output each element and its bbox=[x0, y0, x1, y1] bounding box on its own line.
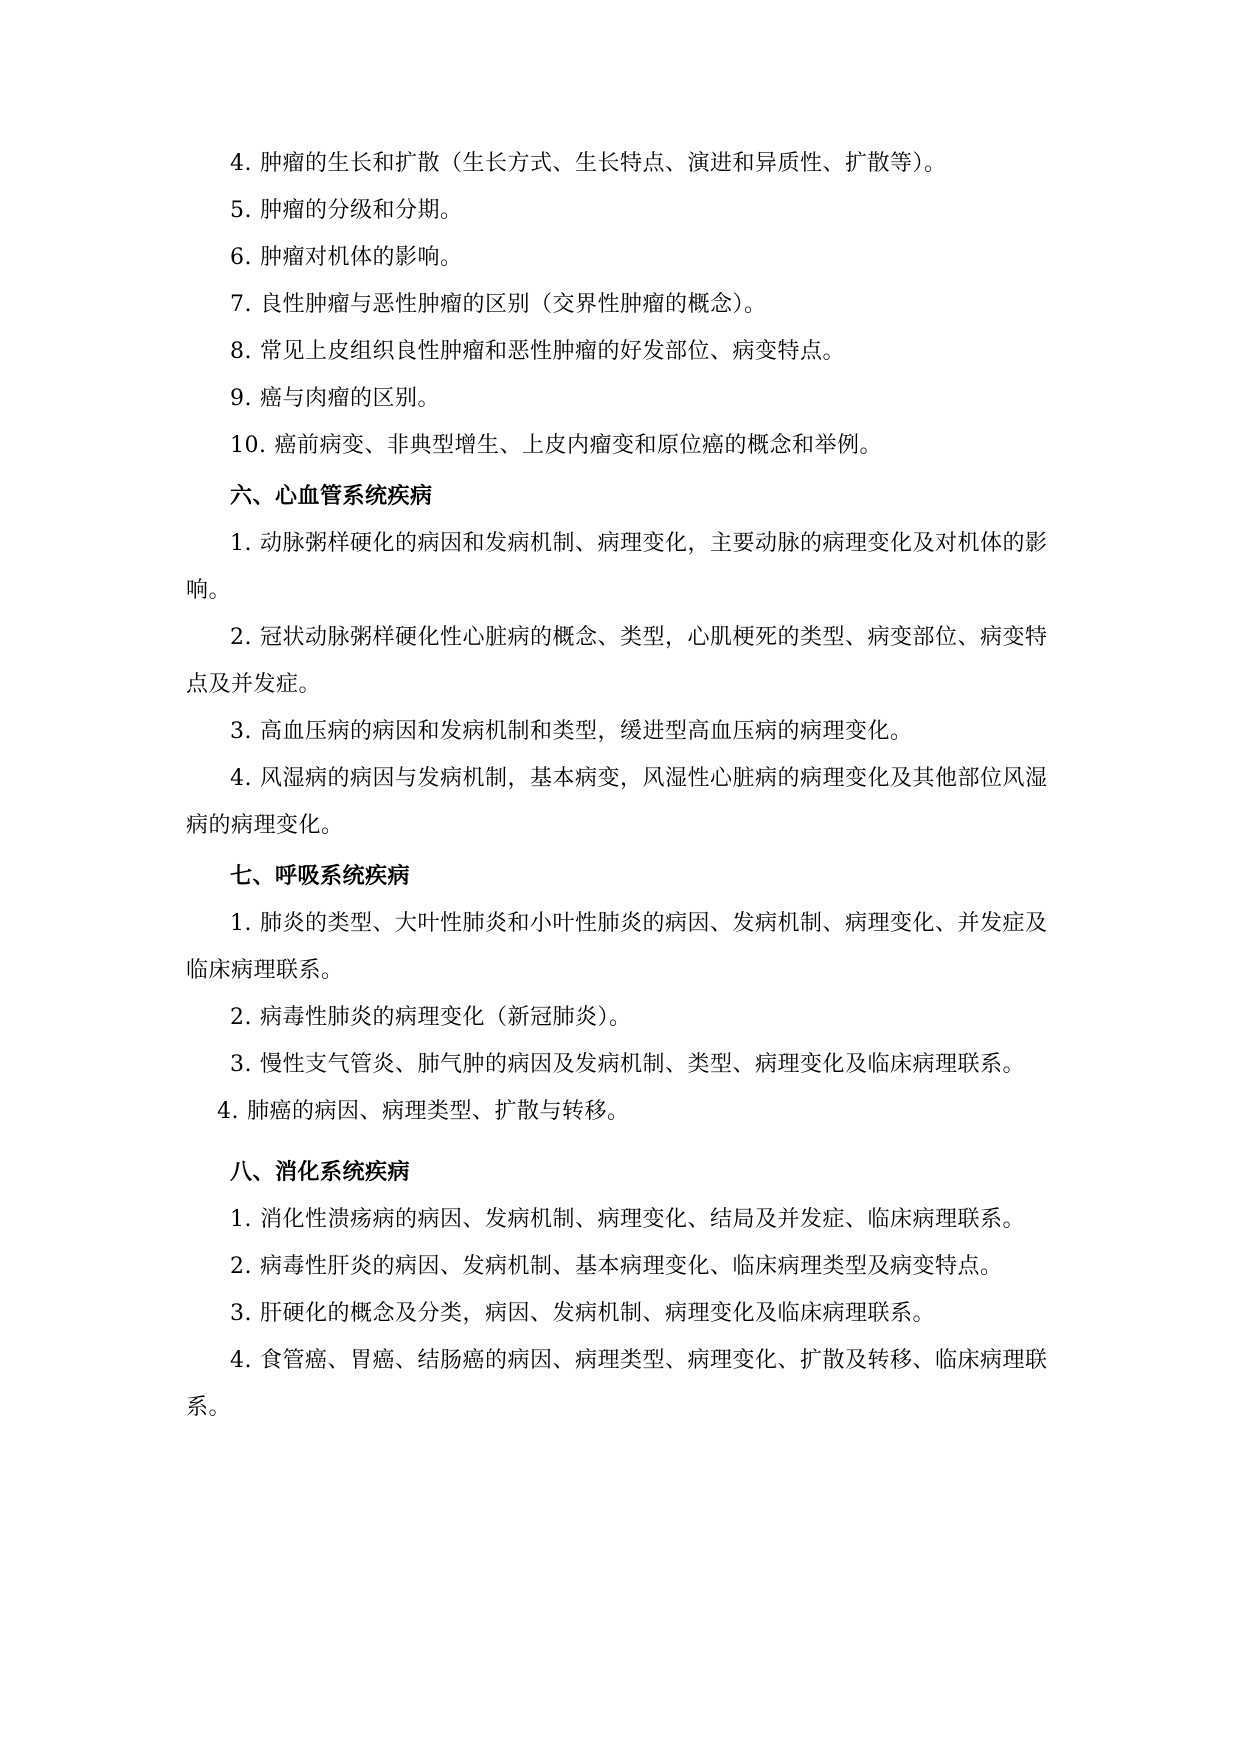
list-item: 7. 良性肿瘤与恶性肿瘤的区别（交界性肿瘤的概念）。 bbox=[230, 292, 767, 317]
list-item: 5. 肿瘤的分级和分期。 bbox=[230, 198, 463, 223]
list-item: 3. 高血压病的病因和发病机制和类型，缓进型高血压病的病理变化。 bbox=[230, 719, 913, 744]
list-item: 1. 消化性溃疡病的病因、发病机制、病理变化、结局及并发症、临床病理联系。 bbox=[230, 1207, 1026, 1232]
list-item: 2. 病毒性肺炎的病理变化（新冠肺炎）。 bbox=[230, 1005, 632, 1030]
list-item: 3. 肝硬化的概念及分类，病因、发病机制、病理变化及临床病理联系。 bbox=[230, 1301, 936, 1326]
list-item: 8. 常见上皮组织良性肿瘤和恶性肿瘤的好发部位、病变特点。 bbox=[230, 339, 846, 364]
list-item: 6. 肿瘤对机体的影响。 bbox=[230, 245, 463, 270]
list-item: 9. 癌与肉瘤的区别。 bbox=[230, 386, 441, 411]
list-item: 4. 肿瘤的生长和扩散（生长方式、生长特点、演进和异质性、扩散等）。 bbox=[230, 151, 947, 176]
list-item: 4. 食管癌、胃癌、结肠癌的病因、病理类型、病理变化、扩散及转移、临床病理联系。 bbox=[186, 1348, 1048, 1420]
section-cardiovascular bbox=[186, 473, 1048, 849]
list-item: 1. 动脉粥样硬化的病因和发病机制、病理变化，主要动脉的病理变化及对机体的影响。 bbox=[186, 531, 1048, 603]
section-respiratory bbox=[186, 853, 1048, 1135]
list-item: 1. 肺炎的类型、大叶性肺炎和小叶性肺炎的病因、发病机制、病理变化、并发症及临床病理联系。 bbox=[186, 911, 1048, 983]
list-item: 3. 慢性支气管炎、肺气肿的病因及发病机制、类型、病理变化及临床病理联系。 bbox=[230, 1052, 1026, 1077]
section-tumors-continued bbox=[186, 140, 1048, 469]
section-heading: 八、消化系统疾病 bbox=[230, 1159, 411, 1185]
section-digestive bbox=[186, 1149, 1048, 1431]
list-item: 4. 风湿病的病因与发病机制，基本病变，风湿性心脏病的病理变化及其他部位风湿病的病理变化。 bbox=[186, 766, 1048, 838]
list-item: 4. 肺癌的病因、病理类型、扩散与转移。 bbox=[217, 1099, 630, 1124]
list-item: 2. 病毒性肝炎的病因、发病机制、基本病理变化、临床病理类型及病变特点。 bbox=[230, 1254, 1003, 1279]
section-heading: 七、呼吸系统疾病 bbox=[230, 863, 411, 889]
section-heading: 六、心血管系统疾病 bbox=[230, 483, 433, 509]
list-item: 10. 癌前病变、非典型增生、上皮内瘤变和原位癌的概念和举例。 bbox=[230, 433, 883, 458]
document-page bbox=[186, 140, 1048, 1431]
list-item: 2. 冠状动脉粥样硬化性心脏病的概念、类型，心肌梗死的类型、病变部位、病变特点及并发症。 bbox=[186, 625, 1048, 697]
